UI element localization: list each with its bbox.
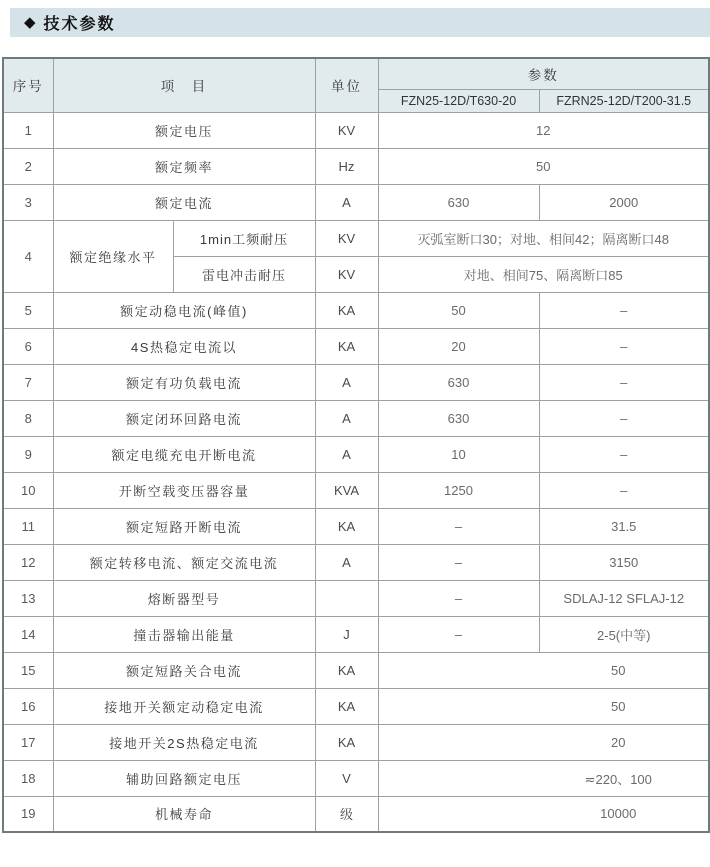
table-row [3,652,709,688]
row-unit: KA [315,724,378,760]
row-item: 撞击器输出能量 [53,616,315,652]
row-item: 额定有功负载电流 [53,364,315,400]
row-sub-item: 雷电冲击耐压 [173,256,315,292]
row-value: 12 [378,112,709,148]
row-no: 19 [3,796,53,832]
col-header-params: 参数 [378,58,709,89]
col-header-unit: 单位 [315,58,378,112]
table-row [3,472,709,508]
row-no: 11 [3,508,53,544]
row-value-2: 2-5(中等) [539,616,709,652]
row-no: 10 [3,472,53,508]
row-value-2: 2000 [539,184,709,220]
row-no: 3 [3,184,53,220]
row-unit: KA [315,652,378,688]
row-unit: 级 [315,796,378,832]
row-value-1: – [378,544,539,580]
row-unit: A [315,184,378,220]
table-row [3,580,709,616]
table-row [3,292,709,328]
row-unit: KA [315,508,378,544]
row-no: 4 [3,220,53,292]
table-row [3,436,709,472]
row-value-1: – [378,508,539,544]
table-row [3,112,709,148]
table-row [3,616,709,652]
table-row [3,796,709,832]
row-unit: KV [315,112,378,148]
row-value: 50 [378,688,709,724]
row-value-2: – [539,364,709,400]
row-no: 15 [3,652,53,688]
row-value: 对地、相间75、隔离断口85 [378,256,709,292]
row-sub-item: 1min工频耐压 [173,220,315,256]
row-unit: KA [315,688,378,724]
row-unit [315,580,378,616]
row-value-1: 630 [378,364,539,400]
row-item: 辅助回路额定电压 [53,760,315,796]
table-row [3,364,709,400]
header-row-1 [3,58,709,89]
row-value-2: – [539,400,709,436]
row-no: 6 [3,328,53,364]
row-item: 接地开关额定动稳定电流 [53,688,315,724]
row-value-1: 50 [378,292,539,328]
row-no: 18 [3,760,53,796]
row-unit: KA [315,292,378,328]
row-value-1: 630 [378,184,539,220]
table-row [3,508,709,544]
row-no: 17 [3,724,53,760]
row-no: 16 [3,688,53,724]
table-row [3,544,709,580]
row-value-1: 10 [378,436,539,472]
row-unit: A [315,544,378,580]
table-row [3,724,709,760]
row-no: 13 [3,580,53,616]
row-value-1: – [378,580,539,616]
table-row [3,220,709,256]
row-no: 8 [3,400,53,436]
row-value-2: – [539,328,709,364]
row-value-2: SDLAJ-12 SFLAJ-12 [539,580,709,616]
row-unit: A [315,364,378,400]
row-item: 额定闭环回路电流 [53,400,315,436]
row-item: 额定短路开断电流 [53,508,315,544]
row-item: 接地开关2S热稳定电流 [53,724,315,760]
row-unit: A [315,400,378,436]
row-unit: A [315,436,378,472]
row-value-1: 1250 [378,472,539,508]
row-value: 50 [378,652,709,688]
row-item: 机械寿命 [53,796,315,832]
row-value-2: – [539,436,709,472]
row-no: 5 [3,292,53,328]
row-value-2: – [539,292,709,328]
row-item: 额定频率 [53,148,315,184]
table-row [3,760,709,796]
diamond-icon: ◆ [24,14,36,31]
row-item: 额定电缆充电开断电流 [53,436,315,472]
row-item: 额定转移电流、额定交流电流 [53,544,315,580]
row-value-1: – [378,616,539,652]
row-value: ≂220、100 [378,760,709,796]
row-value: 10000 [378,796,709,832]
row-value-1: 20 [378,328,539,364]
row-value: 50 [378,148,709,184]
row-no: 12 [3,544,53,580]
row-unit: V [315,760,378,796]
row-value-2: 31.5 [539,508,709,544]
row-item: 开断空载变压器容量 [53,472,315,508]
section-title: 技术参数 [43,16,116,33]
table-row [3,400,709,436]
row-value-1: 630 [378,400,539,436]
row-value: 灭弧室断口30；对地、相间42；隔离断口48 [378,220,709,256]
row-unit: KA [315,328,378,364]
row-item: 额定电压 [53,112,315,148]
row-unit: KV [315,256,378,292]
table-row [3,328,709,364]
col-header-item: 项 目 [53,58,315,112]
row-item: 额定电流 [53,184,315,220]
row-unit: J [315,616,378,652]
row-item: 4S热稳定电流以 [53,328,315,364]
table-row [3,184,709,220]
row-unit: KVA [315,472,378,508]
row-unit: KV [315,220,378,256]
table-row [3,688,709,724]
row-value: 20 [378,724,709,760]
col-header-model1: FZN25-12D/T630-20 [378,89,539,112]
row-no: 7 [3,364,53,400]
row-no: 2 [3,148,53,184]
row-value-2: 3150 [539,544,709,580]
row-unit: Hz [315,148,378,184]
row-item: 额定短路关合电流 [53,652,315,688]
row-no: 1 [3,112,53,148]
row-item: 熔断器型号 [53,580,315,616]
col-header-model2: FZRN25-12D/T200-31.5 [539,89,709,112]
row-item: 额定动稳电流(峰值) [53,292,315,328]
row-no: 14 [3,616,53,652]
col-header-no: 序号 [3,58,53,112]
tech-params-table [2,57,710,833]
row-no: 9 [3,436,53,472]
table-row [3,148,709,184]
row-item-group: 额定绝缘水平 [53,220,173,292]
row-value-2: – [539,472,709,508]
section-title-bar [10,8,710,37]
